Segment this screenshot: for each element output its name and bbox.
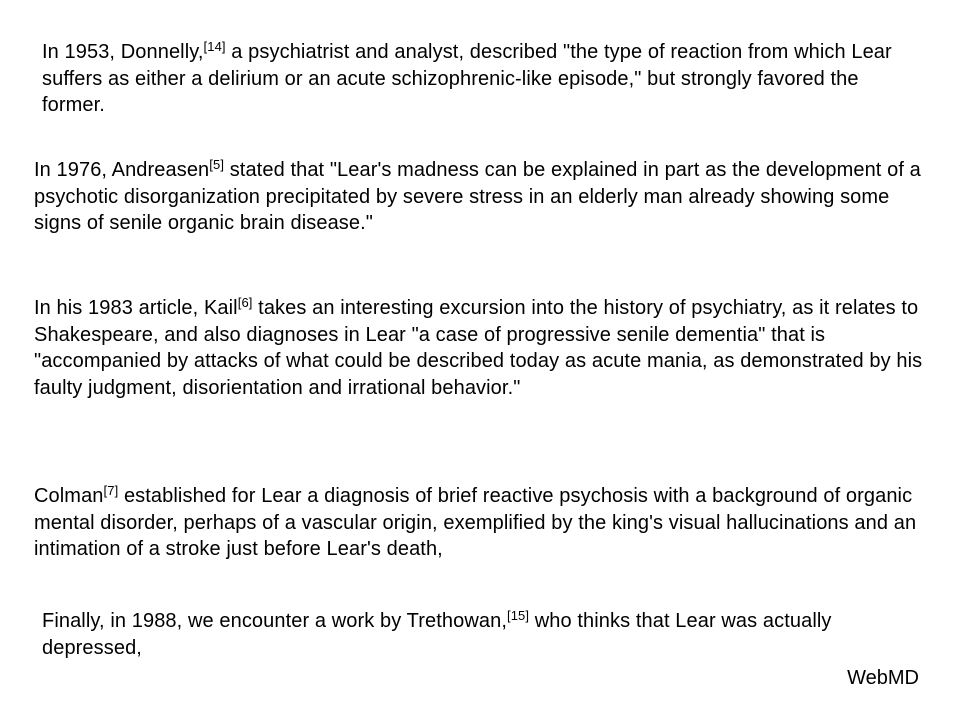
paragraph-donnelly [42, 39, 922, 119]
paragraph-text-before: In his 1983 article, Kail [34, 297, 238, 319]
source-credit: WebMD [847, 667, 919, 689]
paragraph-text-after: stated that "Lear's madness can be explained in part as the development of a psychotic disorganization precipitated by severe stress in an elderly man already showing some signs of senile organic brain disease." [34, 159, 921, 234]
paragraph-kail [34, 295, 924, 401]
citation-ref-5: [5] [209, 157, 225, 172]
paragraph-text-before: In 1953, Donnelly, [42, 41, 204, 63]
paragraph-text-before: In 1976, Andreasen [34, 159, 210, 181]
citation-ref-6: [6] [237, 295, 253, 310]
paragraph-text-after: who thinks that Lear was actually depressed, [42, 610, 832, 659]
paragraph-text-after: established for Lear a diagnosis of brief reactive psychosis with a background of organic mental disorder, perhaps of a vascular origin, exemplified by the king's visual hallucinations and an intimation of a stroke just before Lear's death, [34, 485, 917, 560]
paragraph-text-before: Finally, in 1988, we encounter a work by Trethowan, [42, 610, 507, 632]
paragraph-text-after: a psychiatrist and analyst, described "the type of reaction from which Lear suffers as either a delirium or an acute schizophrenic-like episode," but strongly favored the former. [42, 41, 892, 116]
paragraph-trethowan [42, 608, 922, 661]
citation-ref-7: [7] [103, 483, 119, 498]
paragraph-text-after: takes an interesting excursion into the history of psychiatry, as it relates to Shakespeare, and also diagnoses in Lear "a case of progressive senile dementia" that is "accompanied by attacks of what could be described today as acute mania, as demonstrated by his faulty judgment, disorientation and irrational behavior." [34, 297, 923, 399]
paragraph-andreasen [34, 157, 924, 237]
paragraph-text-before: Colman [34, 485, 104, 507]
paragraph-colman [34, 483, 944, 563]
citation-ref-15: [15] [506, 608, 530, 623]
citation-ref-14: [14] [203, 39, 226, 54]
